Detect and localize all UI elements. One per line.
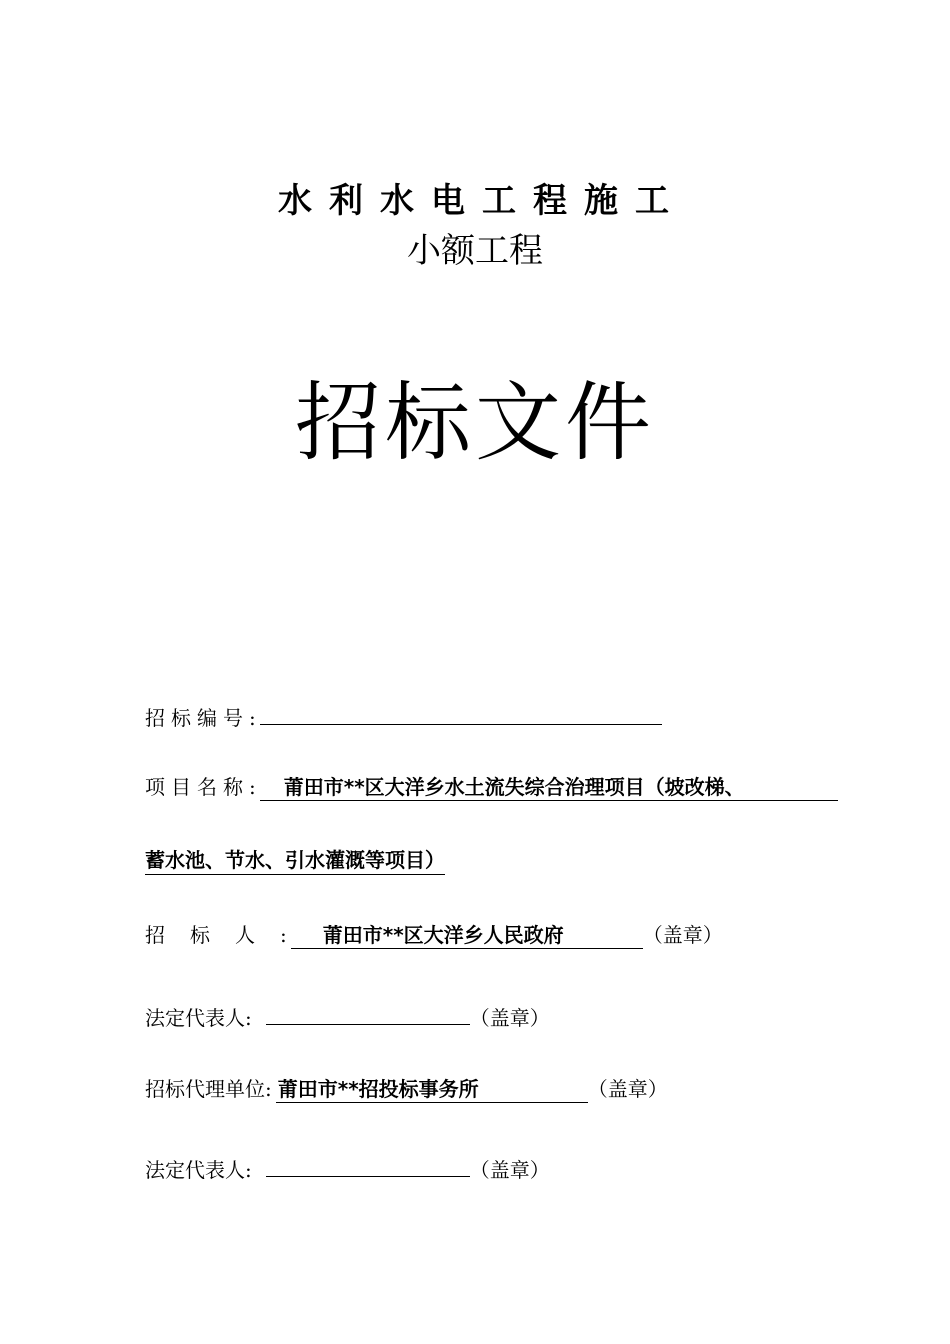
agency-seal-note: （盖章） <box>587 1077 668 1101</box>
tenderer-field[interactable]: 莆田市**区大洋乡人民政府 <box>291 921 643 949</box>
project-name-field-continued[interactable]: 蓄水池、节水、引水灌溉等项目） <box>145 846 445 875</box>
agency-field[interactable]: 莆田市**招投标事务所 <box>276 1075 588 1103</box>
project-name-field[interactable]: 莆田市**区大洋乡水土流失综合治理项目（坡改梯、 <box>260 773 838 801</box>
legal-rep-seal-note-1: （盖章） <box>469 1006 550 1030</box>
project-name-label: 项目名称 <box>145 775 249 799</box>
tenderer-label: 招标人 <box>145 923 280 947</box>
legal-rep-field-2[interactable] <box>266 1149 470 1177</box>
legal-rep-seal-note-2: （盖章） <box>469 1158 550 1182</box>
agency-row <box>145 1074 668 1104</box>
tenderer-colon: : <box>280 923 287 947</box>
legal-rep-row-2 <box>145 1149 550 1185</box>
legal-rep-colon-1: : <box>245 1006 252 1030</box>
project-name-row <box>145 772 838 802</box>
bid-number-field[interactable] <box>260 697 662 725</box>
agency-colon: : <box>265 1077 272 1101</box>
legal-rep-label-1: 法定代表人 <box>145 1006 245 1030</box>
tenderer-row <box>145 920 723 950</box>
document-title: 招标文件 <box>295 373 655 473</box>
project-name-colon: : <box>249 775 256 799</box>
legal-rep-field-1[interactable] <box>266 997 470 1025</box>
agency-label: 招标代理单位 <box>145 1077 265 1101</box>
legal-rep-row-1 <box>145 997 550 1033</box>
tenderer-seal-note: （盖章） <box>642 923 723 947</box>
legal-rep-label-2: 法定代表人 <box>145 1158 245 1182</box>
header-line2: 小额工程 <box>407 231 543 271</box>
bid-number-row <box>145 697 662 733</box>
bid-number-label: 招标编号 <box>145 706 249 730</box>
header-line1: 水利水电工程施工 <box>278 181 686 221</box>
legal-rep-colon-2: : <box>245 1158 252 1182</box>
bid-number-colon: : <box>249 706 256 730</box>
